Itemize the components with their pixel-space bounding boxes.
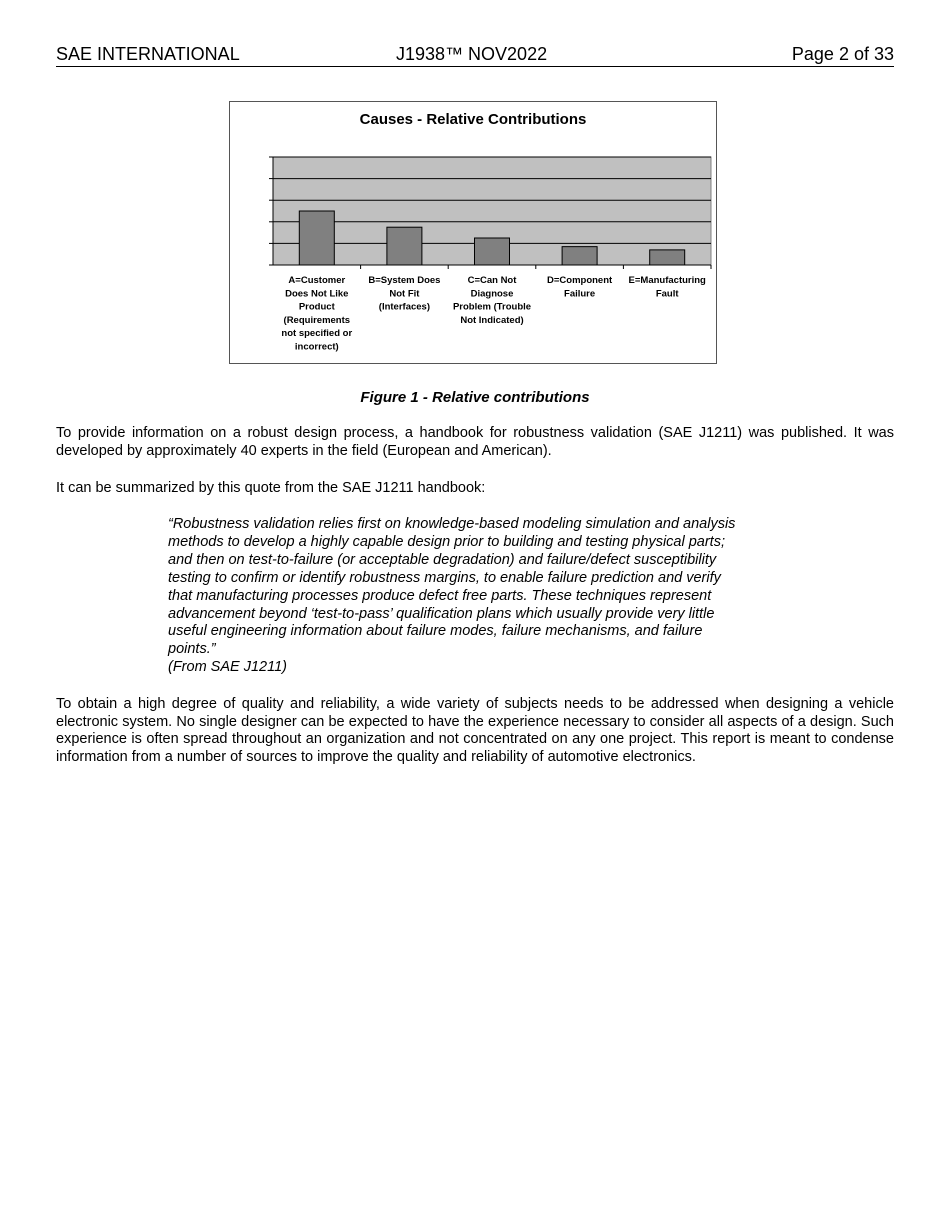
block-quote <box>168 516 788 677</box>
bar <box>387 227 422 265</box>
x-tick-label-line: Fault <box>655 288 679 300</box>
quote-line: advancement beyond ‘test-to-pass’ qualification plans which usually provide very little <box>168 605 715 622</box>
paragraph-quote-intro: It can be summarized by this quote from the SAE J1211 handbook: <box>56 480 486 496</box>
x-tick-label-line: E=Manufacturing <box>628 275 706 286</box>
x-tick-label-line: C=Can Not <box>467 275 517 286</box>
x-tick-label-line: Diagnose <box>470 288 514 300</box>
bar <box>562 247 597 265</box>
quote-line: “Robustness validation relies first on knowledge-based modeling simulation and analysis <box>168 516 736 532</box>
quote-line: and then on test-to-failure (or acceptable degradation) and failure/defect susceptibility <box>168 551 717 568</box>
x-tick-label-line: Problem (Trouble <box>452 301 532 313</box>
x-tick-label <box>547 275 613 299</box>
quote-source: (From SAE J1211) <box>168 659 287 676</box>
quote-line: that manufacturing processes produce defect free parts. These techniques represent <box>168 587 712 604</box>
x-tick-label-line: (Requirements <box>283 314 351 326</box>
chart-figure <box>229 101 717 364</box>
bar-chart <box>230 102 716 363</box>
x-tick-label-line: (Interfaces) <box>378 301 431 313</box>
x-tick-label-line: Not Fit <box>389 288 420 300</box>
x-tick-label <box>281 275 352 353</box>
x-tick-label-line: D=Component <box>547 275 613 286</box>
x-tick-label-line: Product <box>298 301 335 313</box>
x-tick-label <box>453 275 531 326</box>
quote-line: points.” <box>168 641 216 658</box>
x-tick-label <box>629 275 707 299</box>
x-tick-label-line: Not Indicated) <box>460 314 524 326</box>
quote-line: methods to develop a highly capable design prior to building and testing physical parts; <box>168 533 725 550</box>
x-tick-label-line: Does Not Like <box>285 288 349 300</box>
page-header <box>56 44 894 67</box>
x-tick-label <box>368 275 440 313</box>
header-document-id: J1938™ NOV2022 <box>396 44 548 64</box>
x-tick-label-line: B=System Does <box>368 275 441 286</box>
paragraph-report-purpose: To obtain a high degree of quality and reliability, a wide variety of subjects needs to be addressed when designing a vehicle electronic system. No single designer can be expected to have the experience necessary to consider all aspects of a design. Such experience is often spread throughout an organization and not concentrated on any one project. This report is meant to condense information from a number of sources to improve the quality and reliability of automotive electronics. <box>56 696 894 765</box>
bar <box>475 238 510 265</box>
x-tick-label-line: not specified or <box>281 328 353 340</box>
x-tick-label-line: A=Customer <box>288 275 346 286</box>
quote-line: useful engineering information about failure modes, failure mechanisms, and failure <box>168 623 703 640</box>
figure-caption: Figure 1 - Relative contributions <box>360 389 590 406</box>
paragraph-handbook-intro: To provide information on a robust design process, a handbook for robustness validation (SAE J1211) was published. It was developed by approximately 40 experts in the field (European and American). <box>56 425 894 459</box>
x-tick-label-line: Failure <box>564 288 596 300</box>
quote-line: testing to confirm or identify robustness margins, to enable failure prediction and verify <box>168 569 721 586</box>
header-page-number: Page 2 of 33 <box>791 44 894 64</box>
header-organization: SAE INTERNATIONAL <box>56 44 240 64</box>
chart-title: Causes - Relative Contributions <box>359 111 587 128</box>
x-tick-label-line: incorrect) <box>294 341 339 353</box>
bar <box>299 211 334 265</box>
bar <box>650 250 685 265</box>
